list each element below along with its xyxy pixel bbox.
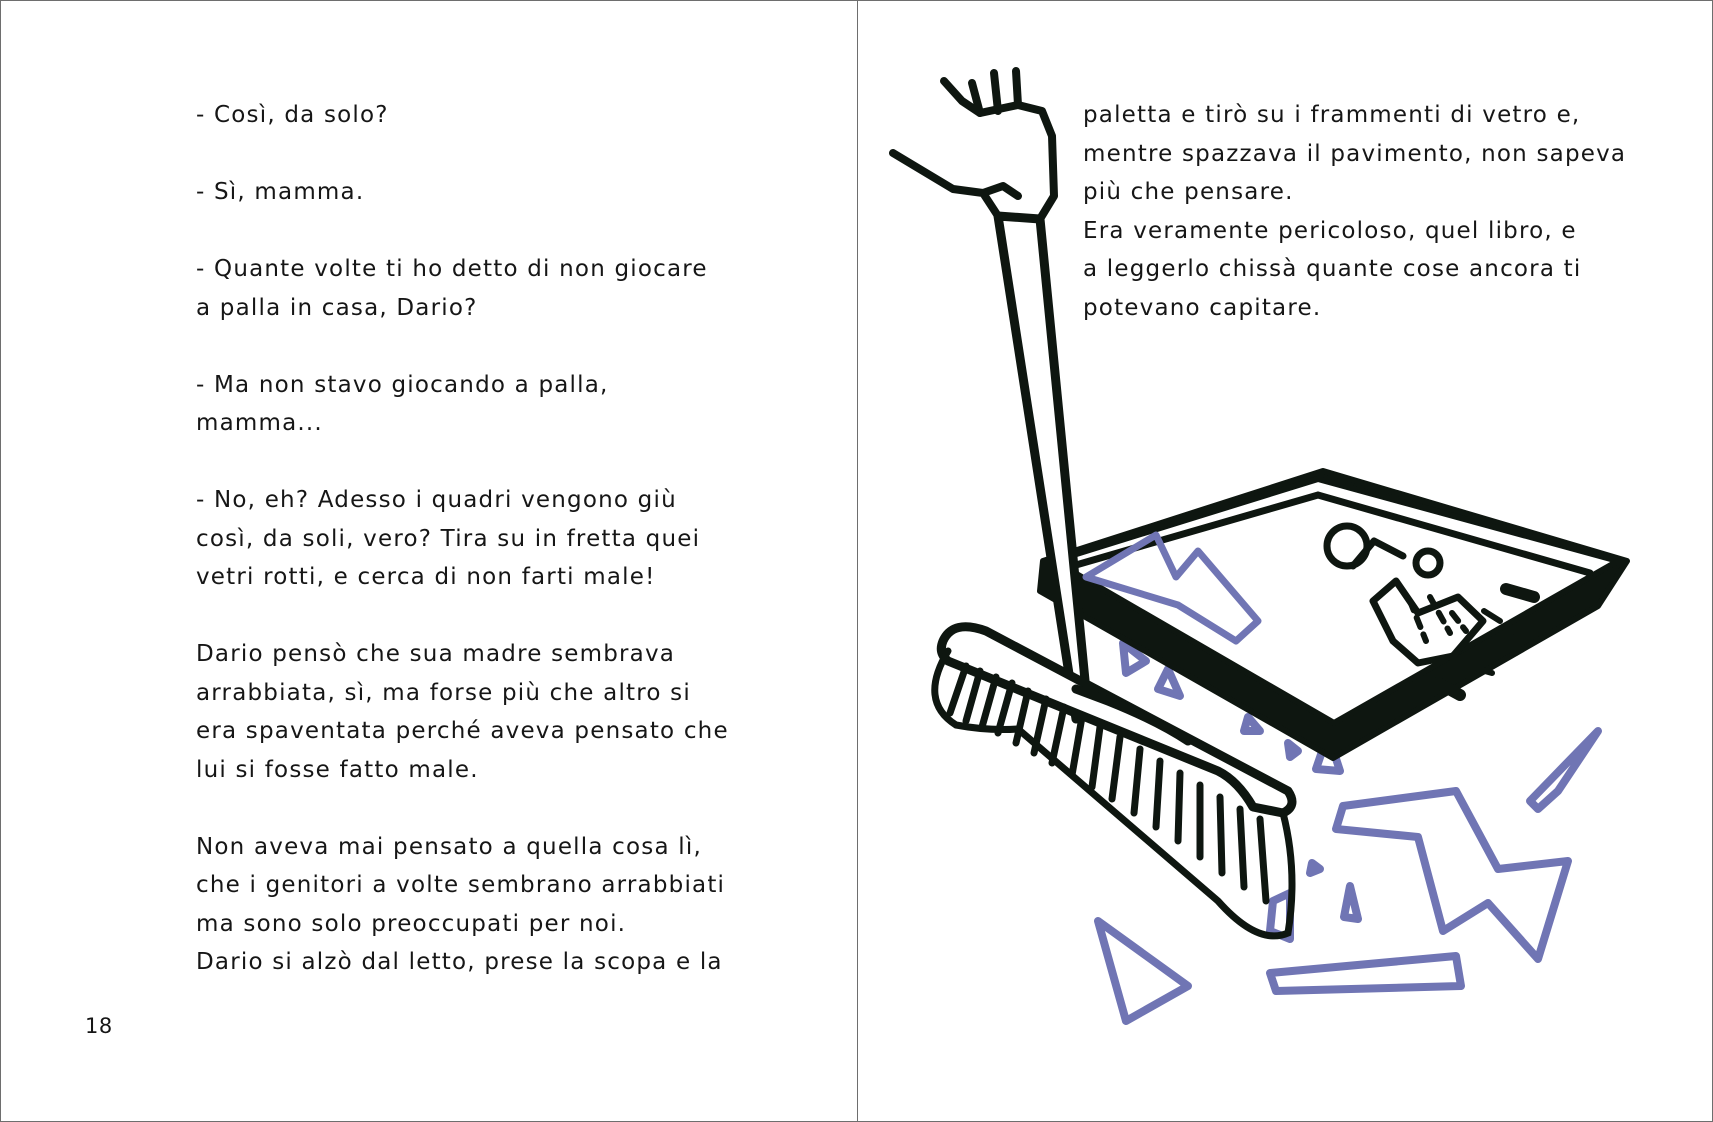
glass-shard-icon (1310, 863, 1320, 873)
text-line: ma sono solo preoccupati per noi. (196, 910, 627, 937)
text-line: Era veramente pericoloso, quel libro, e (1083, 217, 1577, 244)
text-line: era spaventata perché aveva pensato che (196, 718, 729, 744)
glass-shard-icon (1336, 791, 1568, 959)
glass-shard-icon (1530, 731, 1598, 809)
glass-shard-icon (1244, 717, 1260, 731)
left-page-text (196, 96, 756, 982)
glass-shard-icon (1158, 669, 1180, 696)
text-line: a palla in casa, Dario? (196, 294, 478, 321)
text-line: vetri rotti, e cerca di non farti male! (196, 564, 656, 590)
text-line: paletta e tirò su i frammenti di vetro e, (1083, 102, 1581, 128)
right-page (858, 1, 1712, 1121)
page-number: 18 (85, 1014, 113, 1038)
text-line: - Sì, mamma. (196, 179, 365, 205)
text-line: Dario pensò che sua madre sembrava (196, 641, 676, 667)
text-line: che i genitori a volte sembrano arrabbiati (196, 872, 726, 898)
paragraph (196, 635, 756, 789)
text-line: più che pensare. (1083, 179, 1294, 205)
paragraph (196, 481, 756, 597)
paragraph (1083, 96, 1643, 327)
text-line: così, da soli, vero? Tira su in fretta quei (196, 525, 701, 552)
text-line: arrabbiata, sì, ma forse più che altro si (196, 679, 691, 706)
text-line: - Così, da solo? (196, 102, 389, 128)
text-line: a leggerlo chissà quante cose ancora ti (1083, 256, 1582, 282)
glass-shard-icon (1344, 886, 1358, 919)
text-line: Dario si alzò dal letto, prese la scopa e la (196, 949, 723, 975)
paragraph (196, 828, 756, 982)
paragraph (196, 173, 756, 212)
paragraph (196, 96, 756, 135)
text-line: - Quante volte ti ho detto di non giocare (196, 256, 708, 282)
text-line: mamma... (196, 410, 323, 436)
left-page (1, 1, 857, 1121)
right-page-text (1083, 96, 1643, 327)
text-line: Non aveva mai pensato a quella cosa lì, (196, 833, 702, 860)
text-line: lui si fosse fatto male. (196, 756, 479, 783)
paragraph (196, 366, 756, 443)
text-line: - Ma non stavo giocando a palla, (196, 371, 609, 398)
text-line: - No, eh? Adesso i quadri vengono giù (196, 487, 677, 513)
glass-shard-icon (1270, 956, 1461, 991)
hand-icon (893, 71, 1054, 219)
glass-shard-icon (1098, 921, 1188, 1021)
glass-shard-icon (1288, 743, 1298, 757)
text-line: potevano capitare. (1083, 294, 1322, 321)
text-line: mentre spazzava il pavimento, non sapeva (1083, 140, 1627, 167)
paragraph (196, 250, 756, 327)
